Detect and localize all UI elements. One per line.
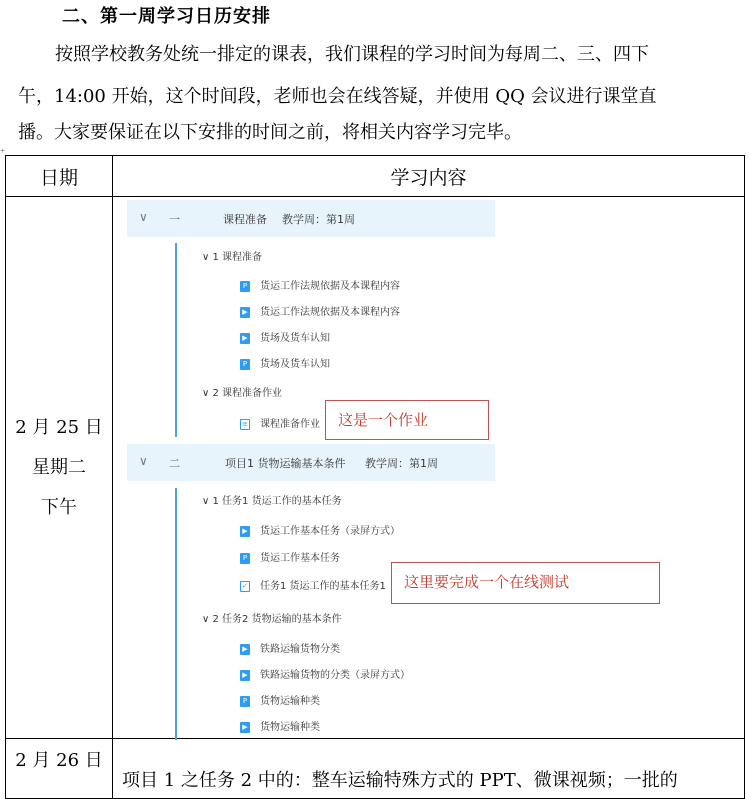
intro-line-2: 午，14:00 开始，这个时间段，老师也会在线答疑，并使用 QQ 会议进行课堂直	[18, 86, 657, 107]
list-item[interactable]: P 货场及货车认知	[240, 355, 330, 370]
chevron-down-icon[interactable]: ∨	[139, 210, 148, 224]
intro-line-1: 按照学校教务处统一排定的课表，我们课程的学习时间为每周二、三、四下	[55, 44, 649, 65]
unit-1-header[interactable]	[127, 200, 495, 237]
unit-2-header[interactable]	[127, 444, 495, 481]
list-item[interactable]: P 货物运输种类	[240, 692, 320, 707]
chevron-down-icon[interactable]: ∨	[139, 454, 148, 468]
unit-week: 教学周：第1周	[365, 457, 438, 470]
list-item[interactable]: P 货运工作基本任务	[240, 549, 340, 564]
section-label[interactable]: ∨ 2 任务2 货物运输的基本条件	[202, 614, 342, 625]
section-label[interactable]: ∨ 2 课程准备作业	[202, 388, 283, 399]
course-outline-screenshot	[127, 200, 499, 740]
date-text: 2 月 26 日	[15, 750, 103, 771]
assignment-icon: ≡	[240, 419, 250, 430]
unit-title: 项目1 货物运输基本条件	[225, 457, 346, 470]
timeline-line	[175, 488, 177, 740]
unit-week: 教学周：第1周	[282, 213, 355, 226]
date-text: 2 月 25 日	[15, 416, 103, 438]
video-icon: ▶	[240, 722, 250, 733]
list-item[interactable]: ▶ 铁路运输货物分类	[240, 640, 340, 655]
period-text: 下午	[41, 496, 77, 518]
list-item[interactable]: ≡ 课程准备作业	[240, 415, 320, 430]
video-icon: ▶	[240, 670, 250, 681]
unit-number: 二	[169, 457, 180, 470]
list-item[interactable]: ▶ 货运工作法规依据及本课程内容	[240, 303, 400, 318]
row2-content: 项目 1 之任务 2 中的：整车运输特殊方式的 PPT、微课视频；一批的	[122, 770, 678, 791]
section-heading: 二、第一周学习日历安排	[62, 6, 271, 27]
weekday-text: 星期二	[32, 456, 86, 478]
unit-title: 课程准备	[223, 213, 267, 226]
quiz-icon: ✓	[240, 581, 250, 592]
header-date: 日期	[6, 156, 113, 197]
list-item[interactable]: ▶ 货物运输种类	[240, 718, 320, 733]
intro-line-3: 播。大家要保证在以下安排的时间之前，将相关内容学习完毕。	[18, 122, 522, 143]
video-icon: ▶	[240, 644, 250, 655]
list-item[interactable]: ✓ 任务1 货运工作的基本任务1	[240, 577, 386, 592]
unit-number: 一	[169, 213, 180, 226]
homework-callout: 这是一个作业	[325, 400, 489, 440]
header-content: 学习内容	[113, 156, 745, 197]
timeline-line	[175, 243, 177, 437]
ppt-icon: P	[240, 553, 250, 564]
video-icon: ▶	[240, 526, 250, 537]
section-label[interactable]: ∨ 1 课程准备	[202, 252, 263, 263]
anchor-icon: ⁺	[0, 148, 6, 159]
list-item[interactable]: ▶ 货场及货车认知	[240, 329, 330, 344]
date-cell	[6, 197, 113, 739]
list-item[interactable]: P 货运工作法规依据及本课程内容	[240, 277, 400, 292]
video-icon: ▶	[240, 307, 250, 318]
list-item[interactable]: ▶ 货运工作基本任务（录屏方式）	[240, 522, 400, 537]
date-cell	[6, 739, 113, 799]
section-label[interactable]: ∨ 1 任务1 货运工作的基本任务	[202, 496, 342, 507]
video-icon: ▶	[240, 333, 250, 344]
list-item[interactable]: ▶ 铁路运输货物的分类（录屏方式）	[240, 666, 410, 681]
ppt-icon: P	[240, 281, 250, 292]
ppt-icon: P	[240, 696, 250, 707]
ppt-icon: P	[240, 359, 250, 370]
quiz-callout: 这里要完成一个在线测试	[391, 562, 660, 604]
